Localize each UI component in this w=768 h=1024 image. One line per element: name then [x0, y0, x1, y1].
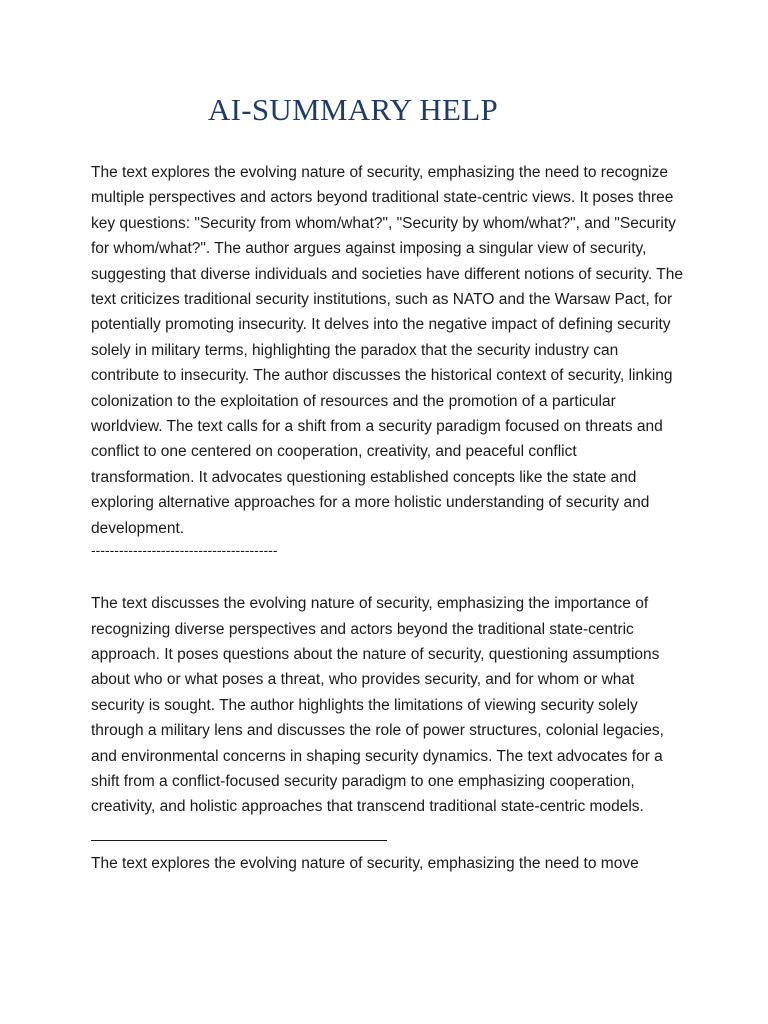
summary-paragraph-2: The text discusses the evolving nature of security, emphasizing the importance of recognizing diverse perspectives and actors beyond the traditional state-centric approach. It poses questions about the nature of security, questioning assumptions about who or what poses a threat, who provides security, and for whom or what security is sought. The author highlights the limitations of viewing security solely through a military lens and discusses the role of power structures, colonial legacies, and environmental concerns in shaping security dynamics. The text advocates for a shift from a conflict-focused security paradigm to one emphasizing cooperation, creativity, and holistic approaches that transcend traditional state-centric models.: [91, 595, 664, 816]
horizontal-rule: [91, 840, 387, 841]
document-title: AI-SUMMARY HELP: [207, 92, 499, 127]
dashed-separator: ----------------------------------------: [91, 542, 278, 559]
document-body: [91, 160, 683, 876]
paragraph-spacer: [91, 559, 683, 591]
summary-paragraph-1: The text explores the evolving nature of security, emphasizing the need to recognize multiple perspectives and actors beyond traditional state-centric views. It poses three key questions: "Security from whom/what?", "Security by whom/what?", and "Security for whom/what?". The author argues against imposing a singular view of security, suggesting that diverse individuals and societies have different notions of security. The text criticizes traditional security institutions, such as NATO and the Warsaw Pact, for potentially promoting insecurity. It delves into the negative impact of defining security solely in military terms, highlighting the paradox that the security industry can contribute to insecurity. The author discusses the historical context of security, linking colonization to the exploitation of resources and the promotion of a particular worldview. The text calls for a shift from a security paradigm focused on threats and conflict to one centered on cooperation, creativity, and peaceful conflict transformation. It advocates questioning established concepts like the state and exploring alternative approaches for a more holistic understanding of security and development.: [91, 164, 683, 537]
summary-paragraph-3: The text explores the evolving nature of security, emphasizing the need to move: [91, 854, 639, 872]
